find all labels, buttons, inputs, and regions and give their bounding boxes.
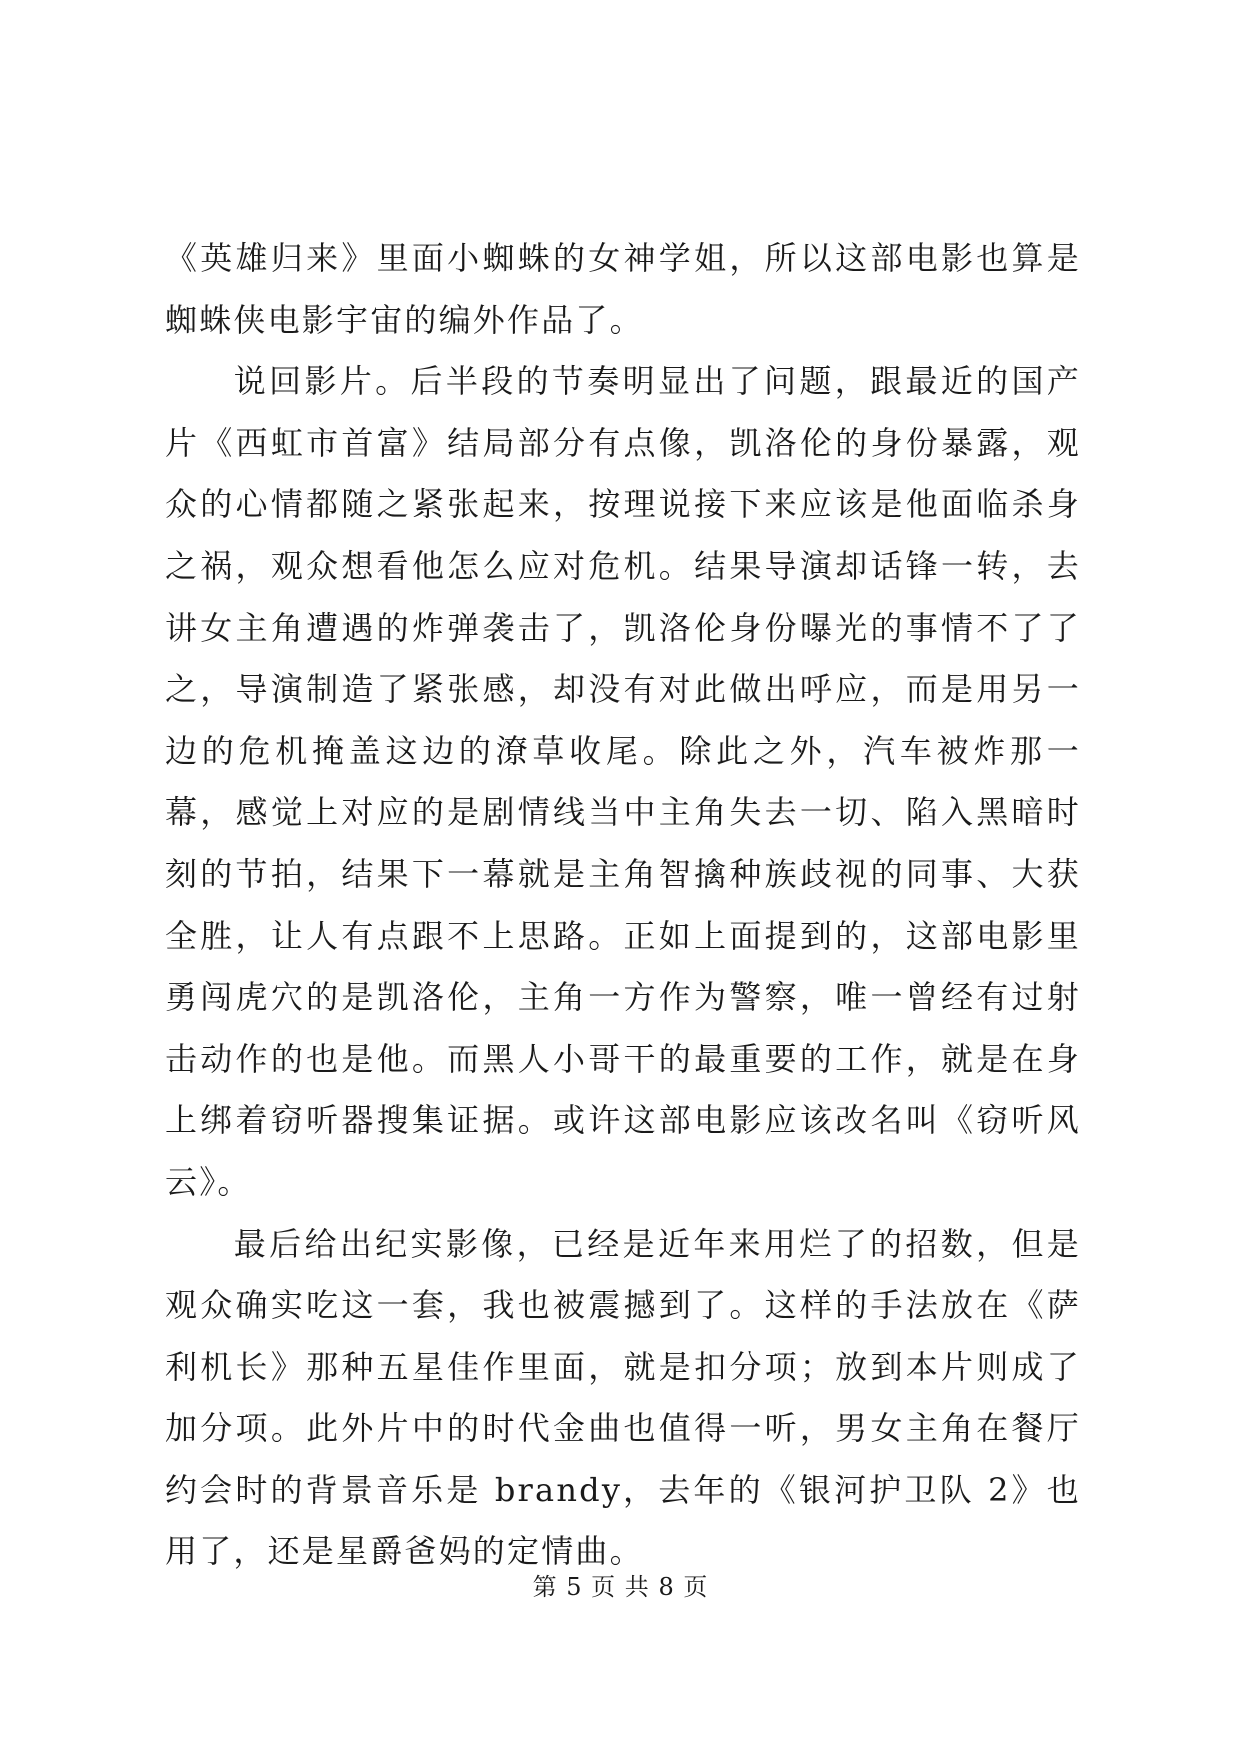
- page-footer: 第 5 页 共 8 页: [532, 1573, 709, 1601]
- document-body: [165, 228, 1081, 1583]
- paragraph-1: 《英雄归来》里面小蜘蛛的女神学姐，所以这部电影也算是蜘蛛侠电影宇宙的编外作品了。: [165, 239, 1081, 339]
- paragraph-3: 最后给出纪实影像，已经是近年来用烂了的招数，但是观众确实吃这一套，我也被震撼到了。这样的手法放在《萨利机长》那种五星佳作里面，就是扣分项；放到本片则成了加分项。此外片中的时代金曲也值得一听，男女主角在餐厅约会时的背景音乐是 brandy，去年的《银河护卫队 2》也用了，还是星爵爸妈的定情曲。: [165, 1224, 1081, 1571]
- paragraph-2: 说回影片。后半段的节奏明显出了问题，跟最近的国产片《西虹市首富》结局部分有点像，凯洛伦的身份暴露，观众的心情都随之紧张起来，按理说接下来应该是他面临杀身之祸，观众想看他怎么应对危机。结果导演却话锋一转，去讲女主角遭遇的炸弹袭击了，凯洛伦身份曝光的事情不了了之，导演制造了紧张感，却没有对此做出呼应，而是用另一边的危机掩盖这边的潦草收尾。除此之外，汽车被炸那一幕，感觉上对应的是剧情线当中主角失去一切、陷入黑暗时刻的节拍，结果下一幕就是主角智擒种族歧视的同事、大获全胜，让人有点跟不上思路。正如上面提到的，这部电影里勇闯虎穴的是凯洛伦，主角一方作为警察，唯一曾经有过射击动作的也是他。而黑人小哥干的最重要的工作，就是在身上绑着窃听器搜集证据。或许这部电影应该改名叫《窃听风云》。: [165, 362, 1081, 1201]
